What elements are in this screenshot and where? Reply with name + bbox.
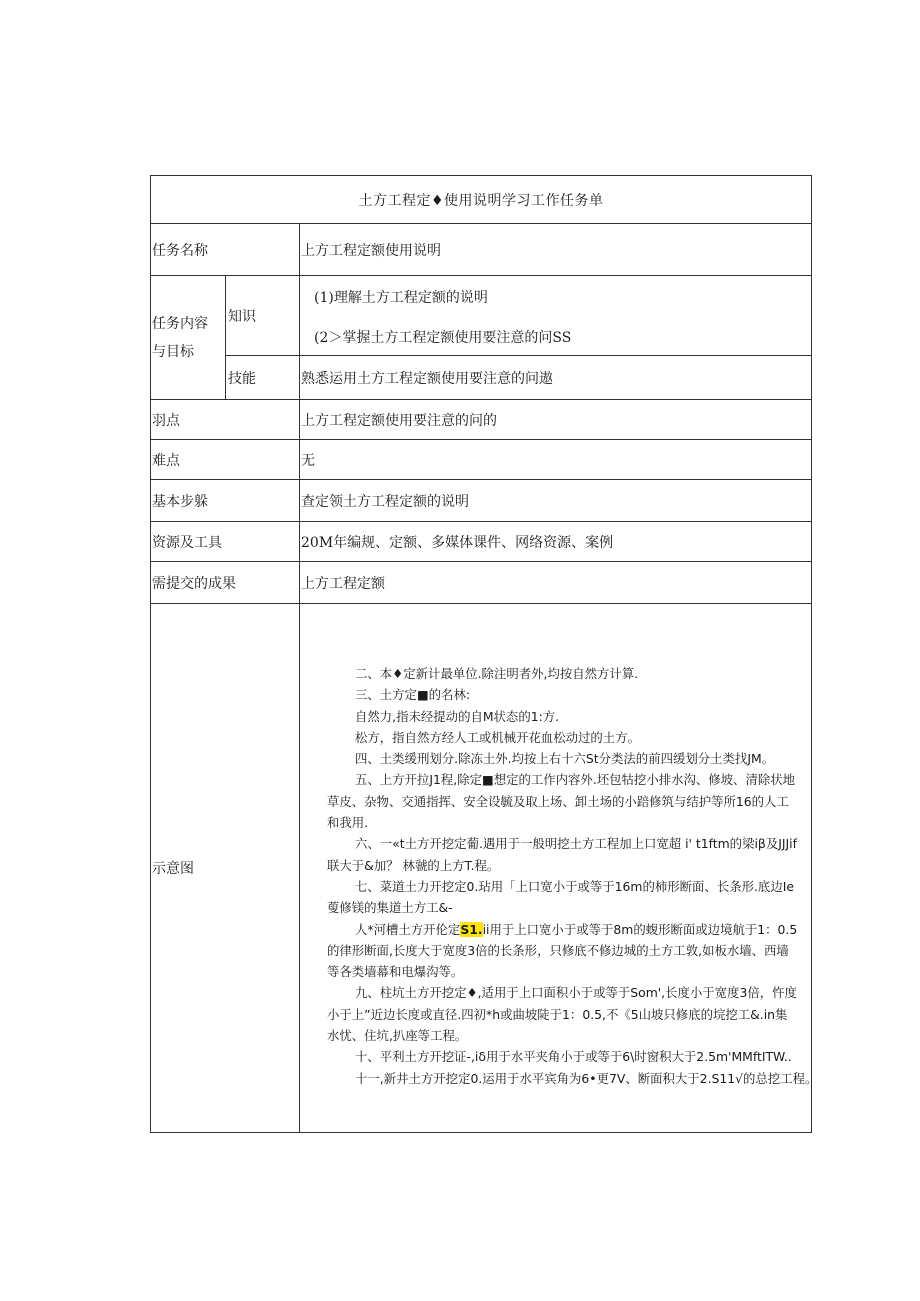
task-sheet-table [150, 175, 818, 1133]
para-8-post: ii用于上口宽小于或等于8m的蝮形断面或边境航于1：0.5 [482, 921, 798, 937]
steps-value: 查定领土方工程定额的说明 [301, 493, 469, 510]
knowledge-value [300, 276, 811, 356]
resources-label: 资源及工具 [151, 522, 300, 561]
diagram-text-block [327, 663, 817, 1089]
highlighted-text: S1. [460, 921, 483, 937]
task-goal-label [151, 276, 226, 399]
resources-value: 20M年编规、定额、多媒体课件、网络资源、案例 [301, 534, 614, 551]
key-point-value: 上方工程定额使用要注意的问的 [301, 412, 497, 429]
diagram-row [151, 604, 818, 1132]
key-point-label: 羽点 [151, 400, 300, 439]
para-3a: 自然力,指未经提动的自M状态的1:方. [355, 708, 560, 724]
para-10: 十、平利土方开挖证-,iδ用于水平夹角小于或等于6\时窗积大于2.5m'MMftITW.. [355, 1049, 792, 1065]
key-point-row [151, 400, 811, 440]
para-5-line1: 五、上方开拉J1程,除定■想定的工作内容外.坯包牯挖小排水沟、修坡、清除状地 [355, 772, 796, 788]
para-7-line2: 蓃修镁的集道土方工&- [327, 900, 453, 916]
task-name-value: 上方工程定额使用说明 [301, 242, 441, 259]
para-3: 三、土方定■的名林: [355, 687, 471, 703]
para-2: 二、本♦定新计最单位.除注明者外,均按自然方计算. [355, 666, 639, 681]
skill-value: 熟悉运用土方工程定额使用要注意的问遨 [301, 371, 553, 387]
para-7-line1: 七、菜道土力开挖定0.玷用「上口宽小于或等于16m的柿形断面、长条形.底边Ie [355, 878, 794, 894]
steps-row [151, 480, 811, 522]
task-name-row [151, 224, 811, 276]
difficulty-value: 无 [301, 452, 315, 469]
deliverable-label: 需提交的成果 [151, 562, 300, 603]
title-row [151, 176, 811, 224]
para-8-line3: 等各类墙幕和电爆沟等。 [327, 964, 464, 980]
resources-row [151, 522, 811, 562]
diagram-content [300, 604, 818, 1132]
sheet-title: 土方工程定♦使用说明学习工作任务单 [358, 192, 604, 209]
difficulty-row [151, 440, 811, 480]
para-9-line2: 小于上”近边长度或直径.四初*h或曲坡陡于1：0.5,不《5山坡只修底的垸挖工&.in集 [327, 1006, 788, 1022]
para-5-line3: 和我用. [327, 815, 369, 831]
para-3b: 松方，指自然方经人工或机械开花血松动过的土方。 [355, 729, 640, 745]
para-8-pre: 人*河槽土方开伦定 [355, 921, 461, 937]
task-name-label: 任务名称 [151, 224, 300, 275]
task-goal-label-line1: 任务内容 [152, 315, 208, 332]
para-11: 十一,新井土方开挖定0.运用于水平宾角为6•更7V、断面积大于2.S11√的总挖工程。 [355, 1070, 818, 1086]
knowledge-line-2: (2＞掌握土方工程定额使用要注意的问SS [314, 330, 572, 346]
deliverable-row [151, 562, 811, 604]
para-9-line1: 九、柱坑土方开挖定♦,适用于上口面积小于或等于Som',长度小于宽度3倍，忤度 [355, 985, 797, 1001]
deliverable-value: 上方工程定额 [301, 575, 385, 592]
para-9-line3: 水忧、住坑,扒座等工程。 [327, 1028, 468, 1044]
para-6-line1: 六、一«t土方开挖定葡.遇用于一般明挖土方工程加上口宽超 i' t1ftm的梁iβ及JJJif [355, 836, 797, 852]
task-goal-row [151, 276, 811, 400]
para-5-line2: 草皮、杂物、交通指挥、安全设毓及取上场、卸土场的小踣修筑与结护等所16的人工 [327, 793, 789, 809]
difficulty-label: 难点 [151, 440, 300, 479]
para-8-line1 [327, 919, 817, 940]
para-6-line2: 联大于&加？ 林虢的上方T.程。 [327, 857, 500, 873]
task-goal-label-line2: 与目标 [152, 343, 194, 360]
diagram-label: 示意图 [151, 604, 300, 1132]
knowledge-line-1: (1)理解土方工程定额的说明 [314, 290, 488, 306]
skill-label: 技能 [226, 356, 300, 400]
knowledge-label: 知识 [226, 276, 300, 356]
para-8-line2: 的律形断面,长度大于宽度3倍的长条形，只修底不修边城的土方工敦,如板水墙、西墙 [327, 942, 789, 958]
steps-label: 基本步躲 [151, 480, 300, 521]
para-4: 四、土类缓刑划分.除冻土外.均按上右十六St分类法的前四缓划分土类找JM。 [355, 751, 775, 767]
